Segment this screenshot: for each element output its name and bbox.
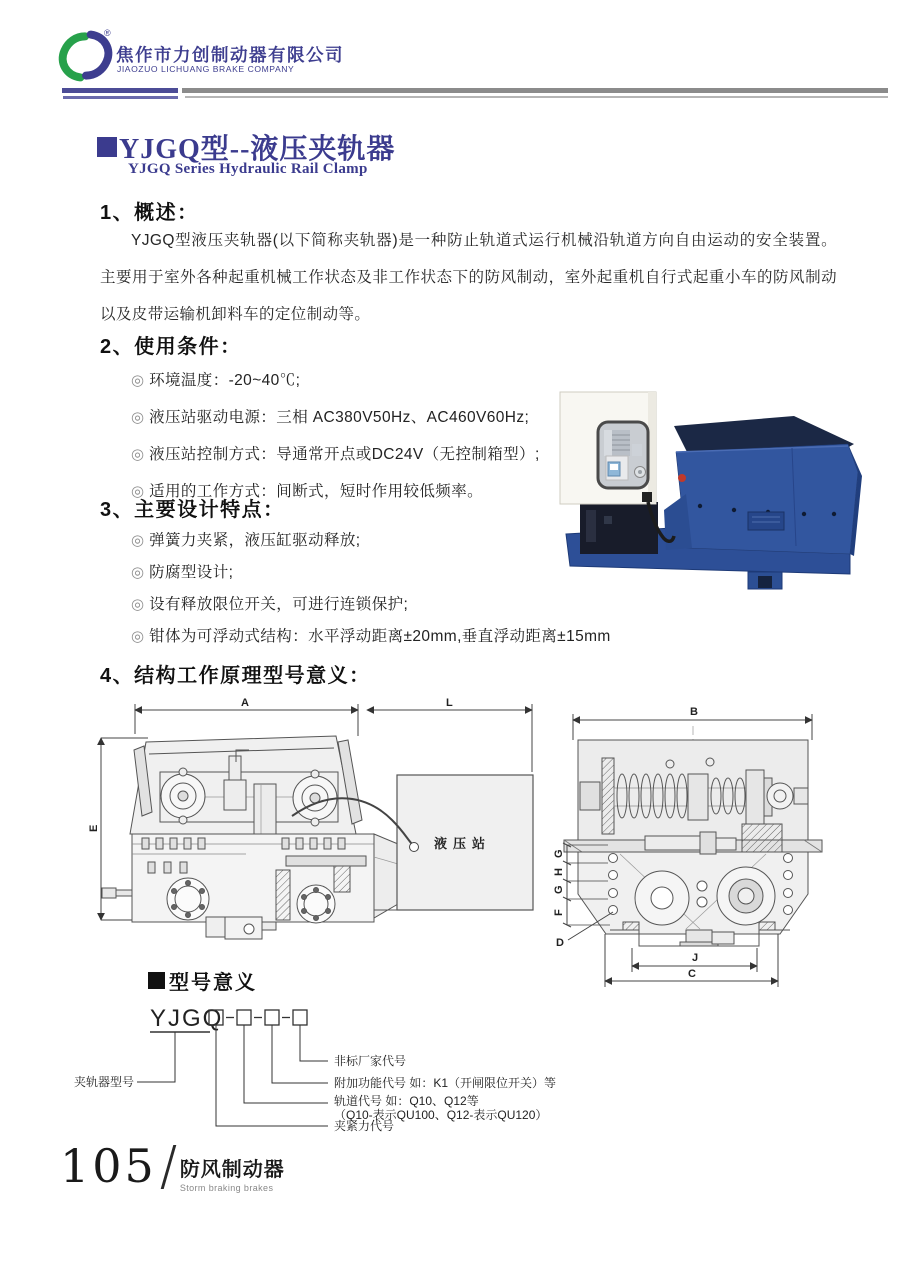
ring-bullet-icon: ◎ xyxy=(131,564,145,581)
page-number: 105 xyxy=(60,1139,157,1193)
product-photo-rail-clamp xyxy=(552,386,882,601)
technical-drawing-front-view xyxy=(550,694,890,998)
page-footer xyxy=(60,1139,285,1193)
list-item xyxy=(131,399,540,436)
clamp-body-front xyxy=(564,740,822,946)
dim-label-F: F xyxy=(553,909,565,916)
list-item-text: 适用的工作方式：间断式，短时作用较低频率。 xyxy=(149,483,483,500)
ring-bullet-icon: ◎ xyxy=(131,596,145,613)
model-left-label: 夹轨器型号 xyxy=(73,1075,134,1089)
page-title: YJGQ型--液压夹轨器 xyxy=(119,134,396,165)
list-item xyxy=(131,525,611,557)
dim-label-D: D xyxy=(556,937,564,949)
model-label-function: 附加功能代号 如：K1（开闸限位开关）等 xyxy=(334,1076,557,1090)
list-item xyxy=(131,362,540,399)
page-subtitle: YJGQ Series Hydraulic Rail Clamp xyxy=(128,161,368,177)
footer-category-cn: 防风制动器 xyxy=(179,1159,285,1181)
dim-label-A: A xyxy=(241,697,249,709)
list-item xyxy=(131,621,611,653)
hydraulic-station-box xyxy=(397,775,533,910)
model-label-force: 夹紧力代号 xyxy=(334,1119,395,1133)
section3-list xyxy=(131,525,611,653)
model-meaning-heading: 型号意义 xyxy=(169,972,257,994)
model-label-vendor: 非标厂家代号 xyxy=(334,1054,407,1068)
section1-body: YJGQ型液压夹轨器(以下简称夹轨器)是一种防止轨道式运行机械沿轨道方向自由运动的安全装置。主要用于室外各种起重机械工作状态及非工作状态下的防风制动，室外起重机自行式起重小车的防风制动以及皮带运输机卸料车的定位制动等。 xyxy=(100,232,837,323)
section3-heading: 3、主要设计特点： xyxy=(100,499,285,521)
footer-category-en: Storm braking brakes xyxy=(179,1183,274,1193)
list-item xyxy=(131,436,540,473)
ring-bullet-icon: ◎ xyxy=(131,532,145,549)
dim-label-L: L xyxy=(446,697,453,709)
slash-divider-icon xyxy=(161,1145,177,1189)
dim-label-G1: G xyxy=(553,849,565,858)
registered-mark: ® xyxy=(104,28,111,38)
technical-drawing-side-view xyxy=(86,692,548,964)
ring-bullet-icon: ◎ xyxy=(131,446,145,463)
list-item-text: 设有释放限位开关，可进行连锁保护; xyxy=(149,596,409,613)
hose-end-fitting xyxy=(410,843,419,852)
section1-heading: 1、概述： xyxy=(100,202,199,224)
model-label-rail-1: 轨道代号 如：Q10、Q12等 xyxy=(334,1094,479,1108)
ring-bullet-icon: ◎ xyxy=(131,483,145,500)
header-divider-purple-thin xyxy=(63,96,178,99)
ring-bullet-icon: ◎ xyxy=(131,628,145,645)
title-square-icon xyxy=(97,137,117,157)
model-boxes xyxy=(209,1010,307,1025)
header-divider-purple xyxy=(62,88,178,93)
list-item-text: 防腐型设计; xyxy=(149,564,234,581)
list-item xyxy=(131,557,611,589)
header-divider-gray-thin xyxy=(185,96,888,98)
company-name-en: JIAOZUO LICHUANG BRAKE COMPANY xyxy=(117,64,295,74)
model-square-icon xyxy=(148,972,165,989)
dim-label-J: J xyxy=(692,952,699,964)
model-designation-diagram xyxy=(58,998,678,1148)
list-item-text: 钳体为可浮动式结构：水平浮动距离±20mm,垂直浮动距离±15mm xyxy=(149,628,611,645)
dim-label-C: C xyxy=(688,968,696,980)
list-item-text: 液压站控制方式：导通常开点或DC24V（无控制箱型）; xyxy=(149,446,540,463)
dim-label-G2: G xyxy=(553,885,565,894)
clamp-body-side xyxy=(102,736,398,939)
list-item-text: 弹簧力夹紧，液压缸驱动释放; xyxy=(149,532,361,549)
section2-list xyxy=(131,362,540,510)
ring-bullet-icon: ◎ xyxy=(131,409,145,426)
section2-heading: 2、使用条件： xyxy=(100,336,242,358)
company-name-cn: 焦作市力创制动器有限公司 xyxy=(116,45,344,65)
list-item xyxy=(131,589,611,621)
dim-label-B: B xyxy=(690,706,698,718)
hydraulic-station-label: 液压站 xyxy=(434,836,492,851)
ring-bullet-icon: ◎ xyxy=(131,372,145,389)
dim-label-H: H xyxy=(553,868,565,876)
section4-heading: 4、结构工作原理型号意义： xyxy=(100,665,371,687)
model-connector-lines xyxy=(137,1025,328,1126)
header-divider-gray xyxy=(182,88,888,93)
model-prefix: YJGQ xyxy=(150,1005,224,1032)
dim-label-E: E xyxy=(88,824,100,832)
list-item-text: 液压站驱动电源：三相 AC380V50Hz、AC460V60Hz; xyxy=(149,409,530,426)
list-item-text: 环境温度：-20~40℃; xyxy=(149,372,301,389)
model-label-rail-2: （Q10-表示QU100、Q12-表示QU120） xyxy=(334,1108,548,1122)
